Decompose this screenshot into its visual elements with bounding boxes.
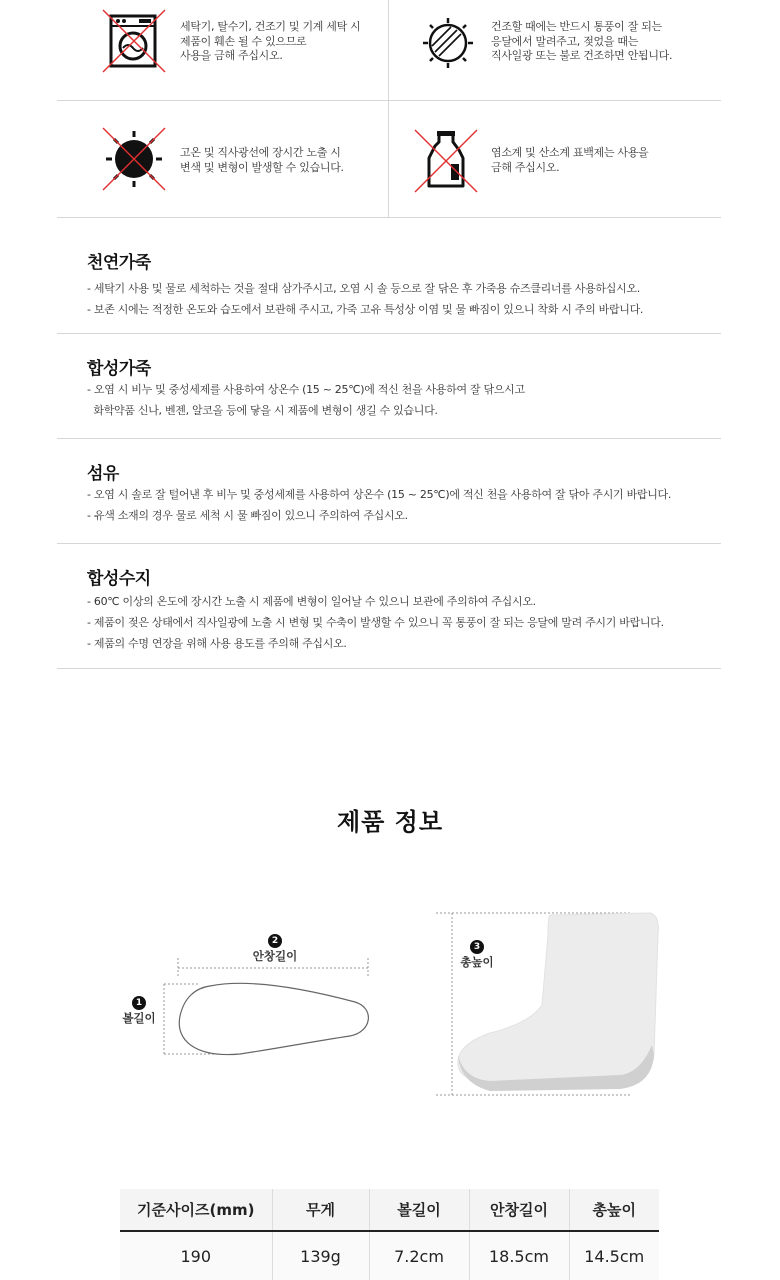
care-text: 염소계 및 산소계 표백제는 사용을 금해 주십시오. [491, 146, 649, 174]
ball-width-label [112, 994, 166, 1026]
section-lines [87, 591, 664, 654]
section-line: - 제품이 젖은 상태에서 직사일광에 노출 시 변형 및 수축이 발생할 수 있으니 꼭 통풍이 잘 되는 응달에 말려 주시기 바랍니다. [87, 616, 664, 629]
material-fabric [57, 439, 721, 544]
product-info-title: 제품 정보 [336, 808, 444, 836]
table-cell: 7.2cm [369, 1231, 469, 1280]
section-line: 화학약품 신나, 벤젠, 알코올 등에 닿을 시 제품에 변형이 생길 수 있습니다. [87, 404, 438, 417]
section-line: - 오염 시 비누 및 중성세제를 사용하여 상온수 (15 ~ 25℃)에 적신 천을 사용하여 잘 닦으시고 [87, 383, 525, 396]
material-synthetic-leather [57, 334, 721, 439]
section-title: 합성가죽 [87, 359, 151, 379]
table-header-cell: 볼길이 [369, 1189, 469, 1231]
care-item-washing [57, 0, 389, 109]
section-line: - 세탁기 사용 및 물로 세척하는 것을 절대 삼가주시고, 오염 시 솔 등으로 잘 닦은 후 가죽용 슈즈클리너를 사용하십시오. [87, 282, 640, 295]
size-table [120, 1189, 659, 1280]
number-badge: 2 [268, 934, 282, 948]
material-synthetic-resin [57, 544, 721, 669]
care-item-bleach [389, 100, 721, 218]
table-cell: 139g [272, 1231, 369, 1280]
care-text: 세탁기, 탈수기, 건조기 및 기계 세탁 시 제품이 훼손 될 수 있으므로 사용을 금해 주십시오. [180, 20, 361, 62]
section-line: - 60℃ 이상의 온도에 장시간 노출 시 제품에 변형이 일어날 수 있으니 보관에 주의하여 주십시오. [87, 595, 536, 608]
section-line: - 유색 소재의 경우 물로 세척 시 물 빠짐이 있으니 주의하여 주십시오. [87, 509, 408, 522]
label-text: 볼길이 [122, 1011, 156, 1025]
table-row [120, 1231, 659, 1280]
section-line: - 보존 시에는 적정한 온도와 습도에서 보관해 주시고, 가죽 고유 특성상 이염 및 물 빠짐이 있으니 착화 시 주의 바랍니다. [87, 303, 644, 316]
section-title: 섬유 [87, 464, 119, 484]
sun-shade-icon [415, 10, 481, 76]
insole-diagram [160, 950, 380, 1060]
total-height-label [452, 938, 502, 970]
insole-length-label [240, 932, 310, 964]
table-header-cell: 총높이 [569, 1189, 659, 1231]
table-cell: 18.5cm [469, 1231, 569, 1280]
section-title: 천연가죽 [87, 253, 151, 273]
section-line: - 제품의 수명 연장을 위해 사용 용도를 주의해 주십시오. [87, 637, 347, 650]
care-instructions-grid [57, 0, 721, 218]
washing-machine-icon [101, 8, 167, 74]
bleach-bottle-icon [413, 128, 479, 194]
care-item-sunlight [57, 100, 389, 218]
table-header-cell: 무게 [272, 1189, 369, 1231]
boot-diagram [430, 905, 670, 1105]
care-text: 고온 및 직사광선에 장시간 노출 시 변색 및 변형이 발생할 수 있습니다. [180, 146, 344, 174]
section-title: 합성수지 [87, 569, 151, 589]
section-lines [87, 484, 671, 526]
label-text: 총높이 [460, 955, 494, 969]
table-header-row [120, 1189, 659, 1231]
care-text: 건조할 때에는 반드시 통풍이 잘 되는 응달에서 말려주고, 젖었을 때는 직사일광 또는 불로 건조하면 안됩니다. [491, 20, 673, 62]
table-header-cell: 안창길이 [469, 1189, 569, 1231]
table-cell: 190 [120, 1231, 272, 1280]
sun-icon [101, 126, 167, 192]
care-item-drying [389, 0, 721, 109]
material-natural-leather [57, 218, 721, 334]
label-text: 안창길이 [252, 949, 298, 963]
number-badge: 1 [132, 996, 146, 1010]
section-lines [87, 278, 643, 320]
table-cell: 14.5cm [569, 1231, 659, 1280]
table-header-cell: 기준사이즈(mm) [120, 1189, 272, 1231]
section-lines [87, 379, 525, 421]
section-line: - 오염 시 솔로 잘 털어낸 후 비누 및 중성세제를 사용하여 상온수 (15 ~ 25℃)에 적신 천을 사용하여 잘 닦아 주시기 바랍니다. [87, 488, 672, 501]
number-badge: 3 [470, 940, 484, 954]
